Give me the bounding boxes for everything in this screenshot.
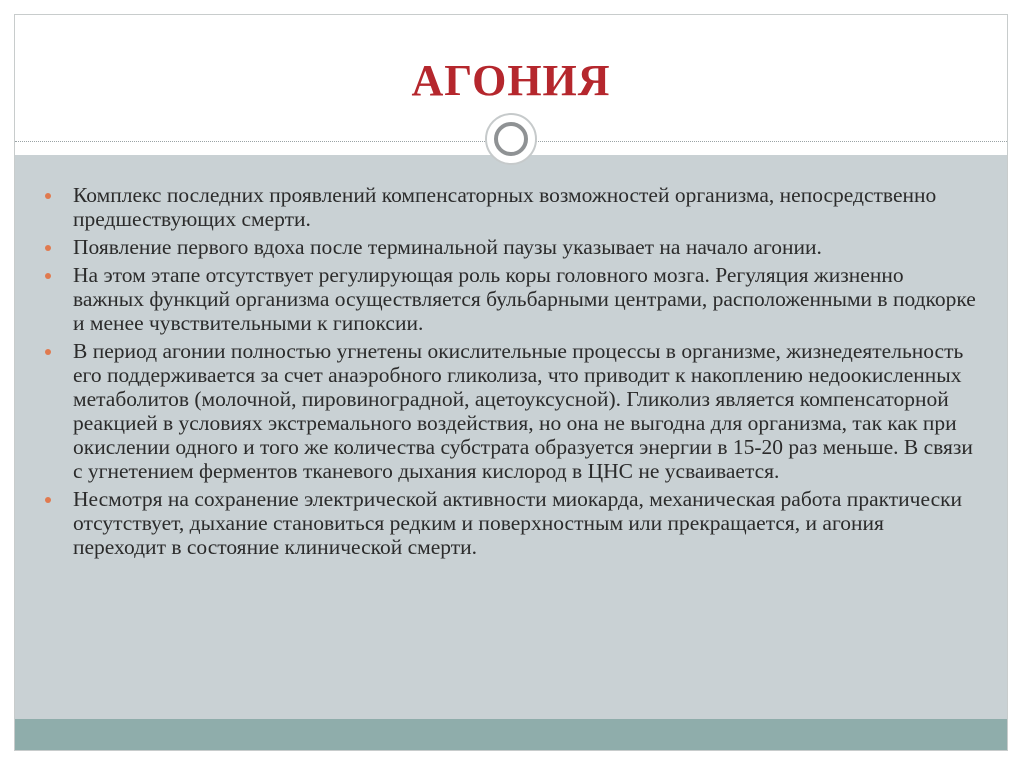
bullet-dot-icon	[45, 193, 51, 199]
bullet-item-1	[37, 183, 977, 231]
footer-band	[15, 719, 1007, 751]
bullet-item-2	[37, 235, 977, 259]
bullet-text-3: На этом этапе отсутствует регулирующая роль коры головного мозга. Регуляция жизненно важных функций организма осуществляется бульбарными центрами, расположенными в подкорке и менее чувствительными к гипоксии.	[73, 263, 976, 335]
bullet-dot-icon	[45, 245, 51, 251]
bullet-text-2: Появление первого вдоха после терминальной паузы указывает на начало агонии.	[73, 235, 822, 259]
ring-inner	[494, 122, 528, 156]
bullet-dot-icon	[45, 273, 51, 279]
ring-ornament-icon	[485, 113, 537, 165]
slide	[14, 14, 1008, 751]
bullet-text-5: Несмотря на сохранение электрической активности миокарда, механическая работа практически отсутствует, дыхание становиться редким и поверхностным или прекращается, и агония переходит в состояние клинической смерти.	[73, 487, 963, 559]
bullet-dot-icon	[45, 497, 51, 503]
bullet-list	[37, 183, 977, 563]
bullet-dot-icon	[45, 349, 51, 355]
bullet-item-3	[37, 263, 977, 335]
bullet-text-4: В период агонии полностью угнетены окислительные процессы в организме, жизнедеятельность его поддерживается за счет анаэробного гликолиза, что приводит к накоплению недоокисленных метаболитов (молочной, пировиноградной, ацетоуксусной). Гликолиз является компенсаторной реакцией в условиях экстремального воздействия, но она не выгодна для организма, так как при окислении одного и того же количества субстрата образуется энергии в 15-20 раз меньше. В связи с угнетением ферментов тканевого дыхания кислород в ЦНС не усваивается.	[73, 339, 973, 483]
bullet-item-4	[37, 339, 977, 483]
slide-title: АГОНИЯ	[411, 56, 611, 105]
bullet-text-1: Комплекс последних проявлений компенсаторных возможностей организма, непосредственно предшествующих смерти.	[73, 183, 937, 231]
content-area	[15, 155, 1007, 719]
bullet-item-5	[37, 487, 977, 559]
